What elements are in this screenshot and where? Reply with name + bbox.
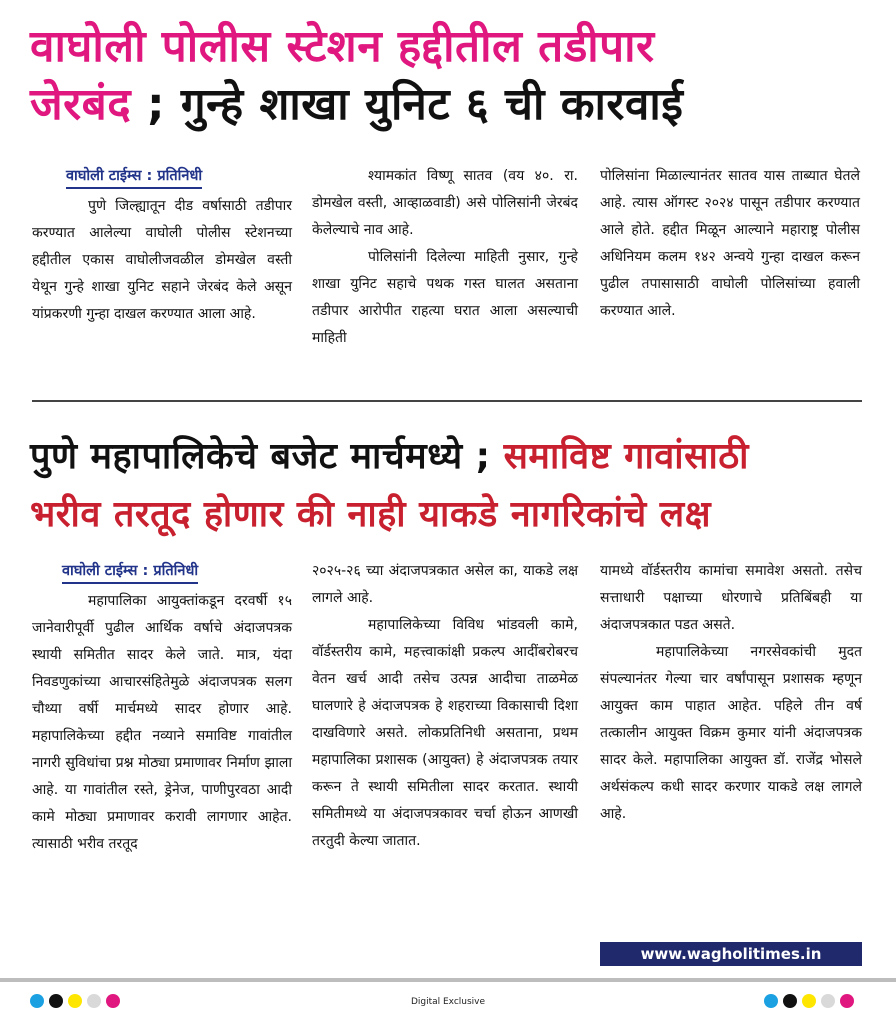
registration-dot xyxy=(87,994,101,1008)
article-1-paragraph: श्यामकांत विष्णू सातव (वय ४०. रा. डोमखेल वस्ती, आव्हाळवाडी) असे पोलिसांनी जेरबंद केलेल्याचे नाव आहे. xyxy=(312,168,578,238)
article-1-column-2 xyxy=(312,163,578,352)
bottom-bar xyxy=(0,978,896,982)
article-2-paragraph: यामध्ये वॉर्डस्तरीय कामांचा समावेश असतो. तसेच सत्ताधारी पक्षाच्या धोरणाचे प्रतिबिंबही या अंदाजपत्रकात पडत असते. xyxy=(600,563,862,633)
registration-marks-left xyxy=(30,994,120,1008)
headline-2-line-2: भरीव तरतूद होणार की नाही याकडे नागरिकांचे लक्ष xyxy=(30,494,712,535)
article-1-paragraph: पोलिसांना मिळाल्यानंतर सातव यास ताब्यात घेतले आहे. त्यास ऑगस्ट २०२४ पासून तडीपार करण्यात आले होते. हद्दीत मिळून आल्याने महाराष्ट्र पोलीस अधिनियम कलम १४२ अन्वये गुन्हा दाखल करून पुढील तपासासाठी वाघोली पोलिसांच्या हवाली करण्यात आले. xyxy=(600,168,860,319)
registration-dot xyxy=(49,994,63,1008)
article-1-paragraph: पोलिसांनी दिलेल्या माहिती नुसार, गुन्हे शाखा युनिट सहाचे पथक गस्त घालत असताना तडीपार आरोपीत राहत्या घरात आला असल्याची माहिती xyxy=(312,249,578,346)
article-1-column-1 xyxy=(32,163,292,328)
article-2-paragraph: महापालिका आयुक्तांकडून दरवर्षी १५ जानेवारीपूर्वी पुढील आर्थिक वर्षाचे अंदाजपत्रक स्थायी समितीत सादर केले जाते. मात्र, यंदा निवडणुकांच्या आचारसंहितेमुळे अंदाजपत्रक सलग चौथ्या वर्षी मार्चमध्ये सादर होणार आहे. महापालिकेच्या हद्दीत नव्याने समाविष्ट गावांतील नागरी सुविधांचा प्रश्न मोठ्या प्रमाणावर निर्माण झाला आहे. या गावांतील रस्ते, ड्रेनेज, पाणीपुरवठा आदी कामे मोठ्या प्रमाणावर करावी लागणार आहेत. त्यासाठी भरीव तरतूद xyxy=(32,593,292,852)
headline-1-rest: ; गुन्हे शाखा युनिट ६ ची कारवाई xyxy=(131,79,684,130)
registration-dot xyxy=(68,994,82,1008)
footer-label: Digital Exclusive xyxy=(410,997,486,1007)
article-2-byline: वाघोली टाईम्स : प्रतिनिधी xyxy=(62,560,198,584)
registration-dot xyxy=(802,994,816,1008)
article-2-paragraph: २०२५-२६ च्या अंदाजपत्रकात असेल का, याकडे लक्ष लागले आहे. xyxy=(312,563,578,606)
article-1-column-3 xyxy=(600,163,860,325)
article-2-column-1 xyxy=(32,558,292,858)
headline-2-lead: पुणे महापालिकेचे बजेट मार्चमध्ये ; xyxy=(30,436,504,477)
article-2-column-2 xyxy=(312,558,578,855)
article-1-byline: वाघोली टाईम्स : प्रतिनिधी xyxy=(66,165,202,189)
registration-dot xyxy=(821,994,835,1008)
website-link[interactable]: www.wagholitimes.in xyxy=(600,942,862,966)
registration-dot xyxy=(30,994,44,1008)
headline-2-line-1 xyxy=(30,430,749,479)
article-2-paragraph: महापालिकेच्या नगरसेवकांची मुदत संपल्यानंतर गेल्या चार वर्षांपासून प्रशासक म्हणून आयुक्त काम पाहात आहेत. पहिले तीन वर्ष तत्कालीन आयुक्त विक्रम कुमार यांनी अंदाजपत्रक सादर केले. महापालिका आयुक्त डॉ. राजेंद्र भोसले अर्थसंकल्प कधी सादर करणार याकडे लक्ष लागले आहे. xyxy=(600,644,862,822)
registration-marks-right xyxy=(764,994,854,1008)
headline-2-highlight: समाविष्ट गावांसाठी xyxy=(503,436,750,477)
section-divider xyxy=(32,400,862,402)
registration-dot xyxy=(106,994,120,1008)
registration-dot xyxy=(764,994,778,1008)
article-2-column-3 xyxy=(600,558,862,828)
registration-dot xyxy=(783,994,797,1008)
article-1-paragraph: पुणे जिल्ह्यातून दीड वर्षासाठी तडीपार करण्यात आलेल्या वाघोली पोलीस स्टेशनच्या हद्दीतील एकास वाघोलीजवळील डोमखेल वस्ती येथून गुन्हे शाखा युनिट सहाने जेरबंद केले असून यांप्रकरणी गुन्हा दाखल करण्यात आला आहे. xyxy=(32,198,292,322)
headline-1-line-2 xyxy=(30,72,683,132)
headline-1-line-1: वाघोली पोलीस स्टेशन हद्दीतील तडीपार xyxy=(30,21,655,72)
registration-dot xyxy=(840,994,854,1008)
headline-1-highlight: जेरबंद xyxy=(30,79,132,130)
article-2-paragraph: महापालिकेच्या विविध भांडवली कामे, वॉर्डस्तरीय कामे, महत्त्वाकांक्षी प्रकल्प आदींबरोबरच वेतन खर्च आदी तसेच उत्पन्न आदीचा ताळमेळ घालणारे हे अंदाजपत्रक हे शहराच्या विकासाची दिशा दाखविणारे असते. लोकप्रतिनिधी असताना, प्रथम महापालिका प्रशासक (आयुक्त) हे अंदाजपत्रक तयार करून ते स्थायी समितीला सादर करतात. स्थायी समितीमध्ये या अंदाजपत्रकावर चर्चा होऊन आणखी तरतुदी केल्या जातात. xyxy=(312,617,578,849)
